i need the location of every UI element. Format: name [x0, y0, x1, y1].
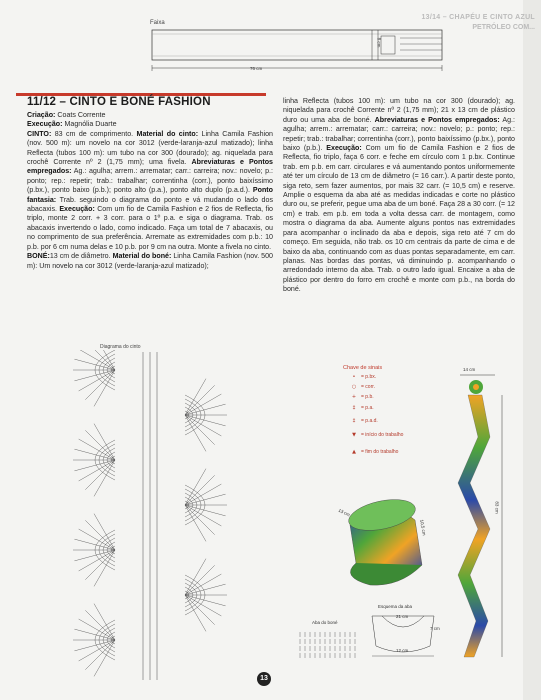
p-b-symbol-icon: +: [351, 394, 357, 400]
bone-text: 13 cm de diâmetro.: [49, 252, 111, 261]
aba-stitch-diagram: [296, 628, 360, 662]
fan-stitch: [185, 574, 221, 595]
cinto-label: CINTO:: [27, 129, 52, 138]
fan-stitch: [74, 539, 115, 550]
material-cinto-label: Material do cinto:: [136, 129, 199, 138]
fan-stitch: [74, 449, 115, 460]
fan-stitch: [79, 529, 115, 550]
material-bone-label: Material do boné:: [112, 252, 172, 261]
aba-scheme-diagram: [368, 612, 438, 662]
legend-item: + = p.b.: [347, 394, 427, 405]
fan-stitch: [79, 439, 115, 460]
fan-stitch: [79, 460, 115, 481]
fan-stitch: [79, 550, 115, 571]
page-number: 13: [257, 672, 271, 686]
p-a-d-symbol-icon: ‡: [352, 418, 356, 424]
fan-stitch: [185, 415, 221, 436]
abrev-text: Ag.: agulha; arrem.: arrematar; carr.: carreira; nov.: novelo; p.: ponto; rep.: repetir; trab.: trabalhar; correntinha (corr.), ponto baixíssimo (p.bx.), ponto baixo (p.b.); ponto alto (p.a.), ponto alto duplo (p.a.d.).: [27, 167, 273, 195]
exec-text: Com um fio de Camila Fashion e 2 fios de Reflecta, fio triplo, monte 2 corr. + 3 corr. para o 1º p.a. e siga o diagrama. Trab. os abacaxis invertendo o lado, como indicado. Faça um total de 7 abacaxis, ou no comprimento de sua preferência. Arremate as extremidades com p.b.: 10 p.b. por 6 cm numa delas e 10 p.b. por 9 cm na outra. Monte a fivela no cinto.: [27, 205, 273, 251]
faixa-label: Faixa: [150, 20, 165, 26]
cap-diameter-label: 13 cm: [337, 507, 351, 518]
execucao-label: Execução:: [27, 120, 63, 129]
fan-stitch: [74, 370, 115, 381]
fan-stitch: [185, 415, 226, 426]
criacao-label: Criação:: [27, 111, 56, 119]
fan-stitch: [185, 484, 221, 505]
start-symbol-icon: ▼: [352, 432, 356, 438]
article-title: 11/12 – CINTO E BONÉ FASHION: [27, 96, 211, 108]
belt-width-label: 8 cm: [376, 37, 382, 48]
legend-item: • = p.bx.: [347, 374, 427, 384]
aba-height-label: 7 cm: [430, 626, 440, 631]
cap-illustration: [330, 485, 440, 595]
fan-stitch: [74, 629, 115, 640]
fan-stitch: [185, 494, 226, 505]
col2-paragraph-1: linha Reflecta (tubos 100 m): um tubo na cor 300 (dourado); ag. niquelada para crochê Corrente nº 2 (1,75 mm); 21 x 13 cm de plástico duro ou uma aba de boné.: [283, 97, 515, 124]
legend-title: Chave de sinais: [343, 365, 383, 371]
aba-bone-label: Aba do boné: [312, 620, 338, 625]
fan-stitch: [74, 359, 115, 370]
belt-illustration: [440, 365, 520, 665]
fan-stitch: [79, 370, 115, 391]
bone-label: BONÉ:: [27, 252, 50, 261]
legend-list: [347, 374, 427, 463]
cinto-text: 83 cm de comprimento.: [54, 129, 134, 138]
page-edge: [523, 0, 541, 700]
fan-stitch: [79, 619, 115, 640]
fan-stitch: [185, 595, 221, 616]
belt-top-label: 14 cm: [463, 367, 476, 372]
col2-abrev-text: Ag.: agulha; arrem.: arrematar; carr.: carreira; nov.: novelo; p.: ponto; rep.: repetir; trab.: trabalhar; correntinha (corr.), ponto baixíssimo (p.bx.), ponto baixo (p.b.).: [283, 115, 515, 153]
cap-height-label: 10,5 cm: [419, 519, 427, 536]
legend-item: ‡ = p.a.d.: [347, 418, 427, 432]
corr-symbol-icon: ○: [351, 384, 357, 390]
col2-abrev-label: Abreviaturas e Pontos empregados:: [374, 115, 500, 124]
cinto-diagram-label: Diagrama do cinto: [100, 344, 141, 350]
abrev-label: Abreviaturas e Pontos empregados:: [27, 158, 273, 176]
legend-item: ▼ = início do trabalho: [347, 432, 427, 449]
fan-stitch: [185, 595, 226, 606]
esquema-aba-label: Esquema da aba: [378, 604, 413, 609]
material-bone-text: Linha Camila Fashion (nov. 500 m): Um novelo na cor 3012 (verde-laranja-azul matizado);: [27, 252, 273, 270]
article-column-right: [283, 97, 515, 295]
aba-inner-label: 21 cm: [396, 614, 409, 619]
execucao-value: Magnólia Duarte: [64, 120, 117, 129]
legend-item: ▲ = fim do trabalho: [347, 449, 427, 463]
belt-length-label: 76 cm: [250, 66, 263, 71]
p-a-symbol-icon: ‡: [352, 405, 356, 411]
fan-stitch: [185, 404, 226, 415]
ghost-subheading: PETRÓLEO COM...: [472, 24, 535, 31]
ghost-heading: 13/14 – CHAPÉU E CINTO AZUL: [421, 14, 535, 21]
fantasia-text: Trab. seguindo o diagrama do ponto e vá mudando o lado dos abacaxis.: [27, 195, 273, 214]
exec-label: Execução:: [59, 205, 95, 214]
end-symbol-icon: ▲: [352, 449, 356, 455]
fan-stitch: [74, 460, 115, 471]
col2-exec-text: Com um fio de Camila Fashion e 2 fios de Reflecta, fio triplo, faça 6 corr. e feche em círculo com 1 p.bx. Continue trab. em p.b. em carr. circulares e vá aumentando pontos uniformemente até ter um círculo de 13 cm de diâmetro (= 16 carr.). A partir deste ponto, siga reto, sem fazer aumentos, por mais 32 carr. (= 10,5 cm) e reserve. Amplie o esquema da aba até as medidas indicadas e corte no plástico duro ou, se preferir, pegue uma aba de um boné. Faça 28 a 30 corr. (= 12 cm) e trab. em p.b. em toda a volta dessa carr. de montagem, como mostra o diagrama da aba. Aumente alguns pontos nas extremidades para acompanhar o inclinado da aba e depois, siga reto até 7 cm do começo. Em seguida, não trab. os 10 cm centrais da parte de cima e de baixo da aba, continuando com as duas pontas separadamente, em carr. planas. Nas bordas das pontas, vá diminuindo p. acompanhando o arredondado interno da aba. Trab. o outro lado igual. Encaixe a aba de plástico por dentro do forro em crochê e monte com p.b., na borda do boné.: [283, 144, 515, 294]
fan-stitch: [74, 640, 115, 651]
aba-width-label: 12 cm: [396, 648, 409, 653]
article-column-left: [27, 111, 273, 271]
cinto-crochet-diagram: [20, 350, 280, 685]
material-cinto-text: Linha Camila Fashion (nov. 500 m): um novelo na cor 3012 (verde-laranja-azul matizado); linha Reflecta (tubos 100 m): um tubo na cor 300 (dourado); ag. niquelada para crochê Corrente nº 2 (1,75 mm); uma fivela.: [27, 129, 273, 167]
legend-item: ‡ = p.a.: [347, 405, 427, 418]
fan-stitch: [185, 394, 221, 415]
fan-stitch: [185, 505, 221, 526]
fan-stitch: [185, 584, 226, 595]
fan-stitch: [74, 550, 115, 561]
belt-length-83-label: 83 cm: [494, 501, 500, 514]
col2-exec-label: Execução:: [326, 144, 362, 153]
fan-stitch: [79, 640, 115, 661]
p-bx-symbol-icon: •: [352, 374, 356, 380]
criacao-value: Coats Corrente: [57, 111, 106, 119]
fantasia-label: Ponto fantasia:: [27, 186, 273, 204]
legend-item: ○ = corr.: [347, 384, 427, 394]
fan-stitch: [185, 505, 226, 516]
